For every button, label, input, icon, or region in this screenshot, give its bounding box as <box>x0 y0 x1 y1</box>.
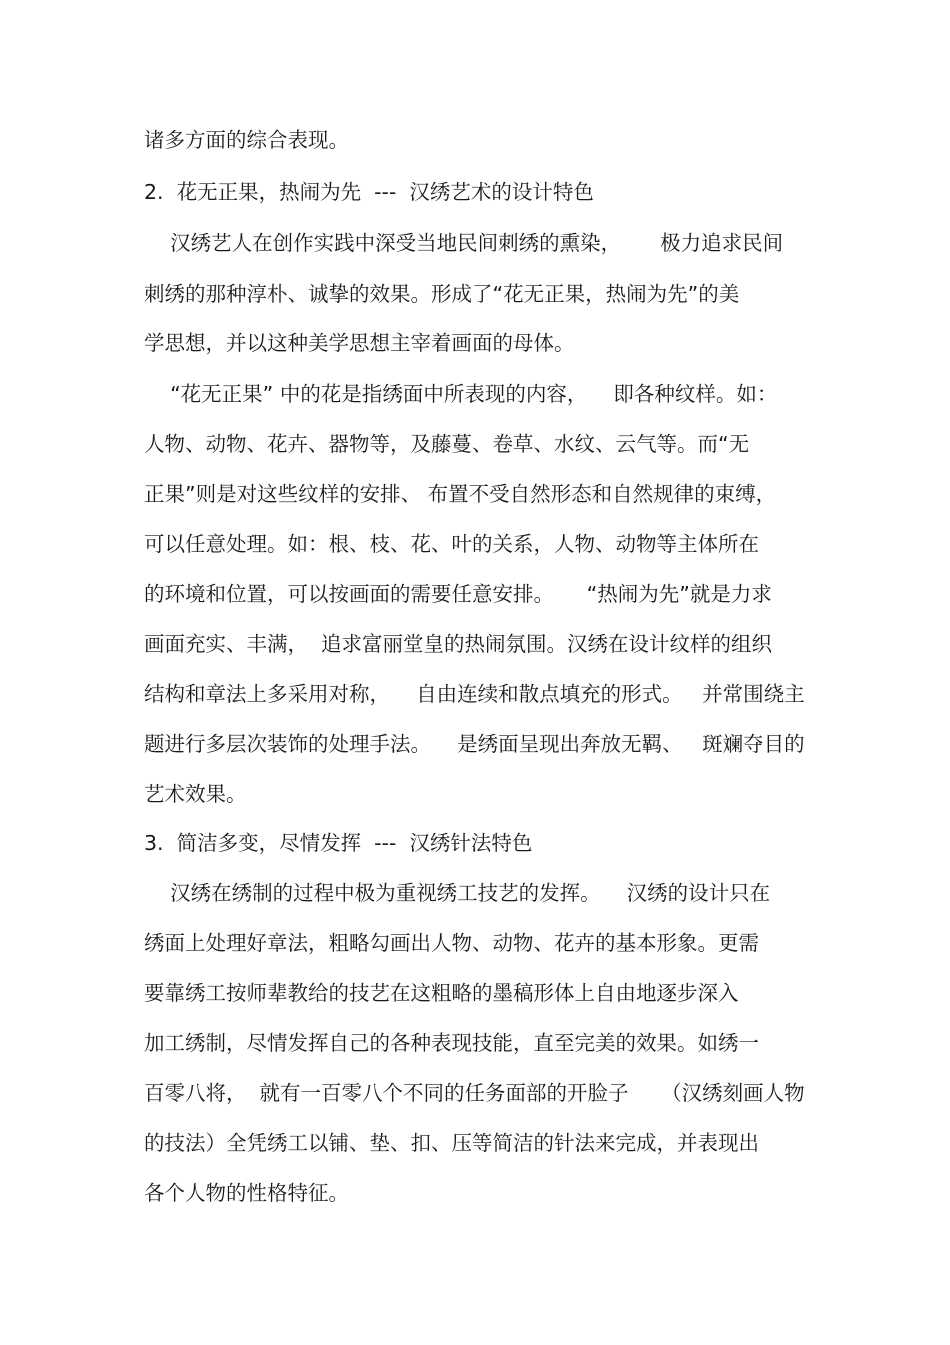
text-line: 结构和章法上多采用对称， 自由连续和散点填充的形式。 并常围绕主 <box>144 682 805 706</box>
section-heading: 2. 花无正果，热闹为先 --- 汉绣艺术的设计特色 <box>144 180 594 204</box>
text-line: 加工绣制，尽情发挥自己的各种表现技能，直至完美的效果。如绣一 <box>144 1031 759 1055</box>
text-line: 绣面上处理好章法，粗略勾画出人物、动物、花卉的基本形象。更需 <box>144 931 759 955</box>
text-line: 学思想，并以这种美学思想主宰着画面的母体。 <box>144 331 575 355</box>
text-line: 诸多方面的综合表现。 <box>144 128 349 152</box>
text-line: 各个人物的性格特征。 <box>144 1181 349 1205</box>
text-line: 汉绣在绣制的过程中极为重视绣工技艺的发挥。 汉绣的设计只在 <box>144 881 771 905</box>
text-line: 可以任意处理。如：根、枝、花、叶的关系，人物、动物等主体所在 <box>144 532 759 556</box>
text-line: 百零八将， 就有一百零八个不同的任务面部的开脸子 （汉绣刻画人物 <box>144 1081 805 1105</box>
text-line: 的环境和位置，可以按画面的需要任意安排。 “热闹为先”就是力求 <box>144 582 772 606</box>
text-line: 正果”则是对这些纹样的安排、 布置不受自然形态和自然规律的束缚， <box>144 482 777 506</box>
text-line: 汉绣艺人在创作实践中深受当地民间刺绣的熏染， 极力追求民间 <box>144 231 784 255</box>
section-heading: 3. 简洁多变，尽情发挥 --- 汉绣针法特色 <box>144 831 533 855</box>
text-line: 题进行多层次装饰的处理手法。 是绣面呈现出奔放无羁、 斑斓夺目的 <box>144 732 805 756</box>
text-line: 画面充实、丰满， 追求富丽堂皇的热闹氛围。汉绣在设计纹样的组织 <box>144 632 773 656</box>
text-line: “花无正果” 中的花是指绣面中所表现的内容， 即各种纹样。如： <box>144 382 778 406</box>
text-line: 要靠绣工按师辈教给的技艺在这粗略的墨稿形体上自由地逐步深入 <box>144 981 739 1005</box>
text-line: 艺术效果。 <box>144 782 247 806</box>
text-line: 刺绣的那种淳朴、诚挚的效果。形成了“花无正果，热闹为先”的美 <box>144 282 740 306</box>
text-line: 人物、动物、花卉、器物等，及藤蔓、卷草、水纹、云气等。而“无 <box>144 432 750 456</box>
text-line: 的技法）全凭绣工以铺、垫、扣、压等简洁的针法来完成，并表现出 <box>144 1131 759 1155</box>
